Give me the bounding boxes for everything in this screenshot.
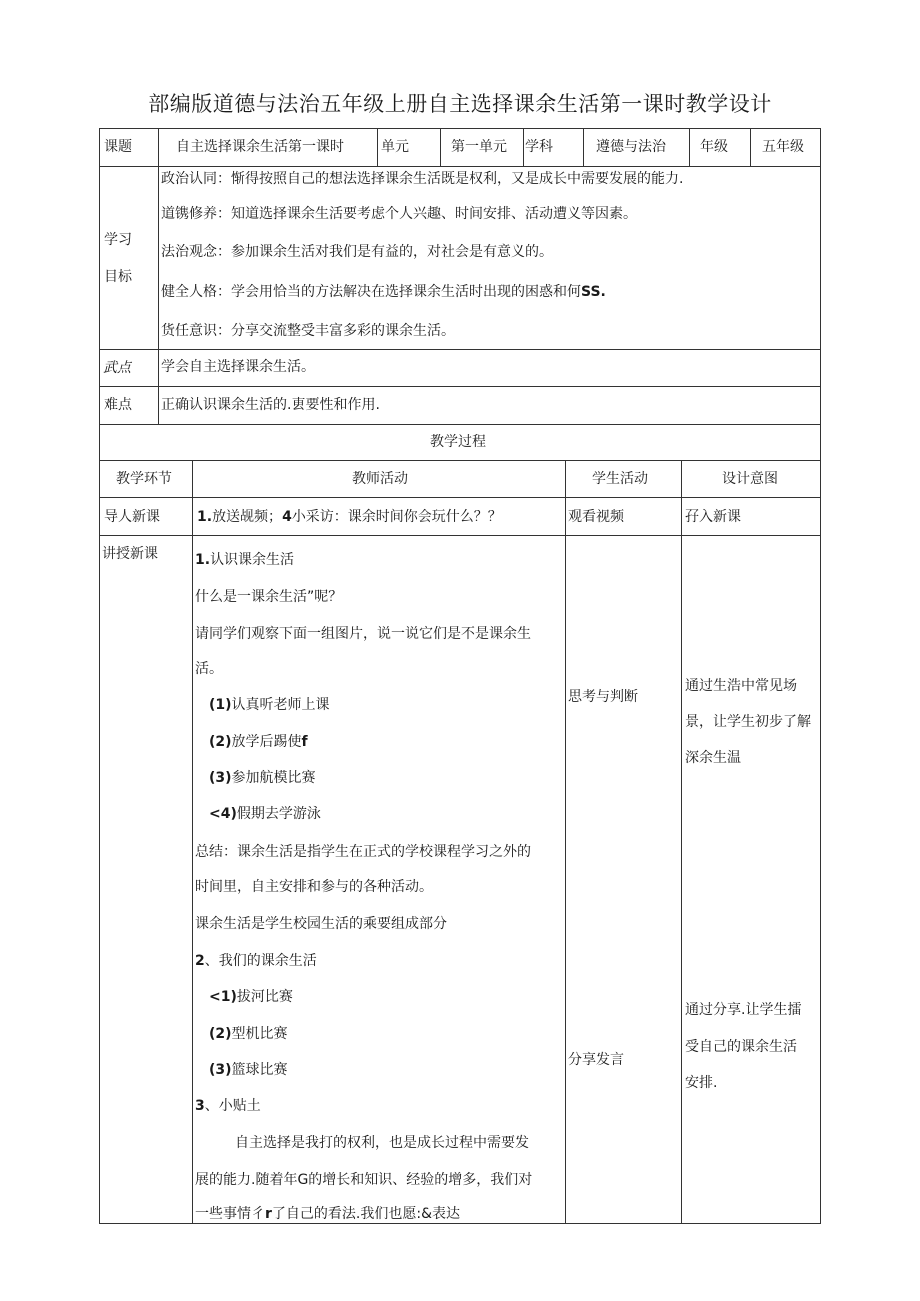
- teacher-line: 展的能力.随着年G的增长和知识、经验的增多，我们对: [195, 1172, 533, 1188]
- col-divider: [523, 128, 524, 166]
- objectives-label: 目标: [104, 269, 132, 285]
- col-divider: [750, 128, 751, 166]
- teacher-activity: 1.放送觇频；4小采访：课余时间你会玩什么？？: [197, 509, 502, 525]
- teacher-line: 什么是一课余生活”呢？: [195, 589, 343, 605]
- row-divider: [99, 535, 821, 536]
- objective-item: 道镌修养：知道选择课余生活要考虑个人兴趣、时间安排、活动遭义等因素。: [161, 206, 637, 222]
- col-divider: [565, 460, 566, 1224]
- objective-item: 货任意识：分享交流整受丰富多彩的课余生活。: [161, 323, 455, 339]
- col-divider: [681, 460, 682, 1224]
- row-divider: [99, 166, 821, 167]
- column-header: 学生活动: [592, 471, 648, 487]
- row-divider: [99, 386, 821, 387]
- teacher-line: 自主选择是我打的权利，也是成长过程中需要发: [235, 1135, 529, 1151]
- row-divider: [99, 497, 821, 498]
- design-intent: 深余生温: [685, 750, 741, 766]
- design-intent: 通过分享.让学生擂: [685, 1002, 802, 1018]
- teacher-line: 时间里，自主安排和参与的各种活动。: [195, 879, 433, 895]
- objectives-label: 学习: [104, 232, 132, 248]
- unit-value: 第一单元: [451, 139, 507, 155]
- grade-value: 五年级: [762, 139, 804, 155]
- process-heading: 教学过程: [430, 434, 486, 450]
- teacher-line: 3、小贴土: [195, 1098, 261, 1114]
- student-activity: 观看视频: [568, 509, 624, 525]
- grade-label: 年级: [700, 139, 728, 155]
- teacher-line: 课余生活是学生校园生活的乘要组成部分: [195, 916, 447, 932]
- col-divider: [192, 460, 193, 1224]
- key-point-value: 学会自主选择课余生活。: [161, 359, 315, 375]
- teacher-line: 活。: [195, 661, 223, 677]
- difficulty-label: 难点: [104, 397, 132, 413]
- teacher-line: <4)假期去学游泳: [209, 806, 321, 822]
- course-value: 自主选择课余生活第一课时: [176, 139, 344, 155]
- row-divider: [99, 349, 821, 350]
- stage-label: 导人新课: [104, 509, 160, 525]
- design-intent: 景，让学生初步了解: [685, 714, 811, 730]
- difficulty-value: 正确认识课余生活的.叀要性和作用.: [161, 397, 380, 413]
- subject-label: 学科: [525, 139, 553, 155]
- design-intent: 安排.: [685, 1075, 718, 1091]
- stage-label: 讲授新课: [102, 546, 158, 562]
- row-divider: [99, 424, 821, 425]
- student-activity: 思考与判断: [568, 689, 638, 705]
- teacher-line: (2)型机比赛: [209, 1026, 288, 1042]
- design-intent: 通过生浩中常见场: [685, 678, 797, 694]
- column-header: 设计意图: [722, 471, 778, 487]
- teacher-line: (3)篮球比赛: [209, 1062, 288, 1078]
- objective-item: 法治观念：参加课余生活对我们是有益的，对社会是有意义的。: [161, 244, 553, 260]
- col-divider: [583, 128, 584, 166]
- col-divider: [377, 128, 378, 166]
- student-activity: 分享发言: [568, 1052, 624, 1068]
- col-divider: [440, 128, 441, 166]
- col-divider: [689, 128, 690, 166]
- subject-value: 遵德与法治: [596, 139, 666, 155]
- teacher-line: <1)拔河比赛: [209, 989, 293, 1005]
- design-intent: 孖入新课: [685, 509, 741, 525]
- page-title: 部编版道德与法治五年级上册自主选择课余生活第一课时教学设计: [148, 92, 772, 116]
- objective-item: 健全人格：学会用恰当的方法解决在选择课余生活时出现的困惑和何SS.: [161, 284, 606, 300]
- course-label: 课题: [104, 139, 132, 155]
- teacher-line: 总结：课余生活是指学生在正式的学校课程学习之外的: [195, 844, 531, 860]
- column-header: 教学环节: [116, 471, 172, 487]
- row-divider: [99, 460, 821, 461]
- teacher-line: (3)参加航模比赛: [209, 770, 316, 786]
- key-point-label: 武点: [103, 360, 131, 376]
- column-header: 教师活动: [352, 471, 408, 487]
- objective-item: 政治认同：惭得按照自己的想法选择课余生活既是权利，又是成长中需要发展的能力.: [161, 171, 684, 187]
- col-divider: [158, 128, 159, 166]
- teacher-line: 1.认识课余生活: [195, 552, 295, 568]
- unit-label: 单元: [381, 139, 409, 155]
- teacher-line: 一些事情彳r了自己的看法.我们也愿:&表达: [195, 1206, 460, 1222]
- teacher-line: 请同学们观察下面一组图片，说一说它们是不是课余生: [195, 626, 531, 642]
- teacher-line: (2)放学后踢使f: [209, 734, 308, 750]
- col-divider: [158, 166, 159, 424]
- teacher-line: 2、我们的课余生活: [195, 953, 317, 969]
- teacher-line: (1)认真听老师上课: [209, 697, 330, 713]
- design-intent: 受自己的课余生活: [685, 1039, 797, 1055]
